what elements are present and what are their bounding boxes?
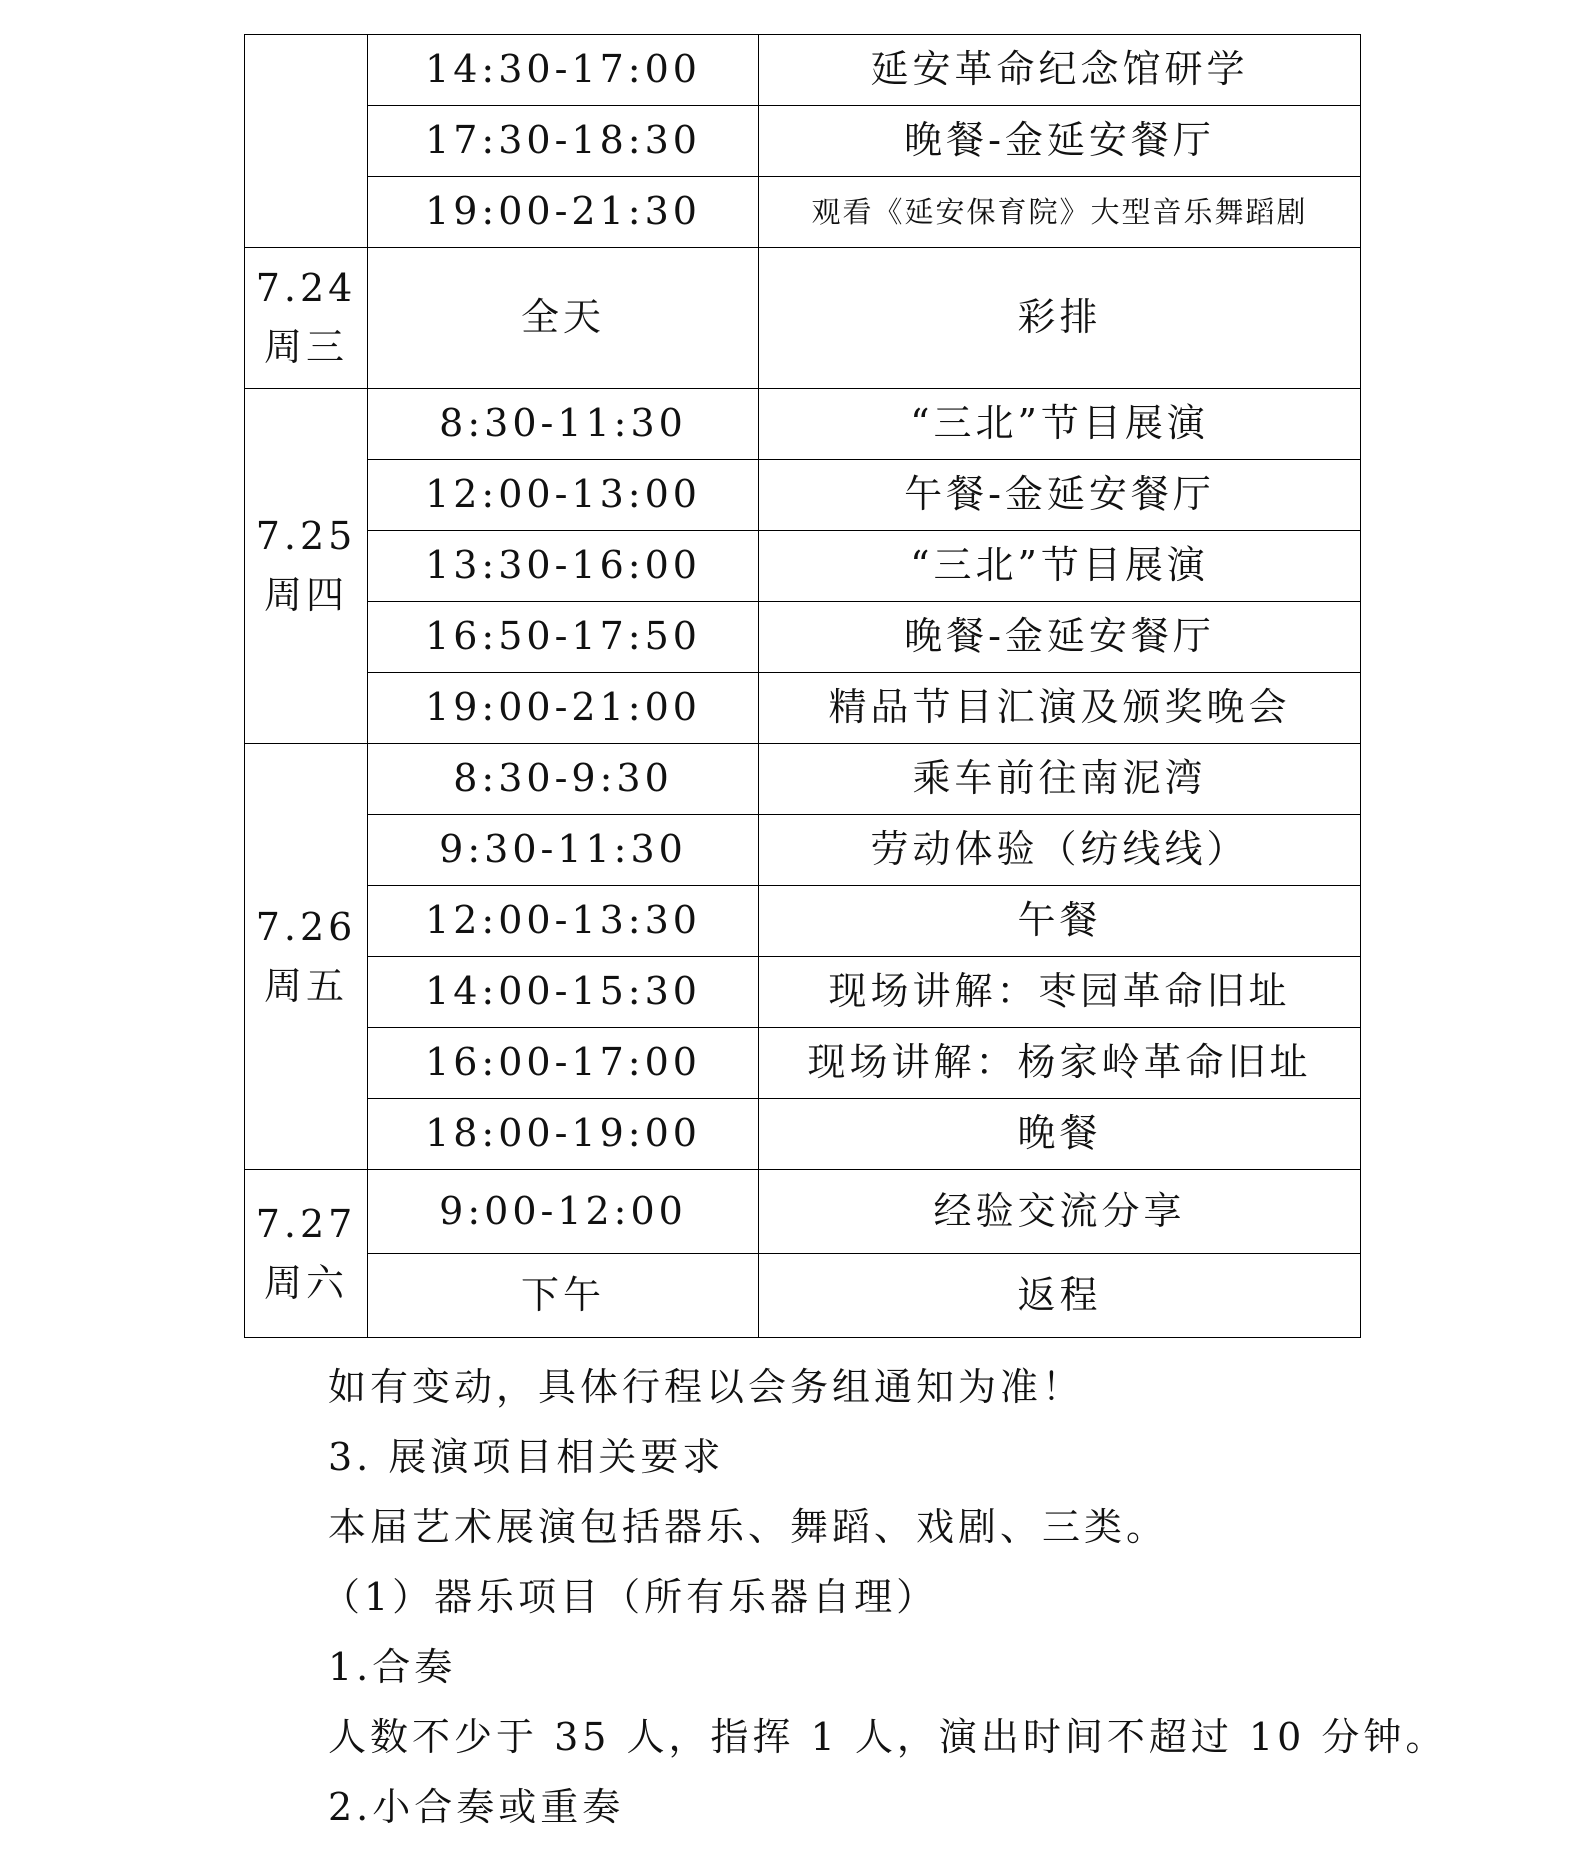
- activity-cell: 现场讲解：枣园革命旧址: [759, 957, 1361, 1028]
- category-heading: （1）器乐项目（所有乐器自理）: [322, 1575, 939, 1619]
- date-cell: [245, 1170, 368, 1338]
- date-cell: [245, 744, 368, 1170]
- activity-cell: 精品节目汇演及颁奖晚会: [759, 673, 1361, 744]
- date-label: 7.27: [255, 1201, 357, 1246]
- change-notice: 如有变动，具体行程以会务组通知为准！: [328, 1365, 1085, 1409]
- table-row: [245, 1099, 1361, 1170]
- item-heading: 2.小合奏或重奏: [328, 1785, 625, 1829]
- table-row: [245, 106, 1361, 177]
- time-cell: 19:00-21:30: [368, 177, 759, 248]
- time-cell: 19:00-21:00: [368, 673, 759, 744]
- time-cell: 16:50-17:50: [368, 602, 759, 673]
- time-cell: 9:00-12:00: [368, 1170, 759, 1254]
- weekday-label: 周四: [263, 573, 348, 617]
- table-row: [245, 673, 1361, 744]
- activity-cell: 经验交流分享: [759, 1170, 1361, 1254]
- time-cell: 12:00-13:00: [368, 460, 759, 531]
- table-row: [245, 744, 1361, 815]
- time-cell: 全天: [368, 248, 759, 389]
- activity-cell: “三北”节目展演: [759, 531, 1361, 602]
- activity-cell: 延安革命纪念馆研学: [759, 35, 1361, 106]
- activity-cell: 午餐-金延安餐厅: [759, 460, 1361, 531]
- table-row: [245, 957, 1361, 1028]
- section-heading: 3. 展演项目相关要求: [328, 1435, 725, 1479]
- time-cell: 8:30-11:30: [368, 389, 759, 460]
- date-cell: [245, 248, 368, 389]
- activity-cell: 彩排: [759, 248, 1361, 389]
- time-cell: 18:00-19:00: [368, 1099, 759, 1170]
- activity-cell: 晚餐: [759, 1099, 1361, 1170]
- table-row: [245, 177, 1361, 248]
- activity-cell: 午餐: [759, 886, 1361, 957]
- table-row: [245, 35, 1361, 106]
- activity-cell: 返程: [759, 1254, 1361, 1338]
- intro-paragraph: 本届艺术展演包括器乐、舞蹈、戏剧、三类。: [328, 1505, 1169, 1549]
- requirement-paragraph: 人数不少于 35 人，指挥 1 人，演出时间不超过 10 分钟。: [328, 1715, 1448, 1759]
- activity-cell: 现场讲解：杨家岭革命旧址: [759, 1028, 1361, 1099]
- activity-cell: “三北”节目展演: [759, 389, 1361, 460]
- activity-cell: 乘车前往南泥湾: [759, 744, 1361, 815]
- date-cell: [245, 389, 368, 744]
- time-cell: 下午: [368, 1254, 759, 1338]
- activity-cell: 晚餐-金延安餐厅: [759, 106, 1361, 177]
- weekday-label: 周三: [263, 325, 348, 369]
- table-row: [245, 531, 1361, 602]
- table-row: [245, 1254, 1361, 1338]
- table-row: [245, 886, 1361, 957]
- table-row: [245, 602, 1361, 673]
- time-cell: 12:00-13:30: [368, 886, 759, 957]
- date-label: 7.24: [255, 266, 357, 311]
- activity-cell: 劳动体验（纺线线）: [759, 815, 1361, 886]
- time-cell: 13:30-16:00: [368, 531, 759, 602]
- date-label: 7.25: [255, 514, 357, 559]
- activity-cell: 晚餐-金延安餐厅: [759, 602, 1361, 673]
- table-row: [245, 389, 1361, 460]
- table-row: [245, 815, 1361, 886]
- time-cell: 17:30-18:30: [368, 106, 759, 177]
- table-row: [245, 1028, 1361, 1099]
- document-notes: [322, 1352, 1448, 1842]
- time-cell: 8:30-9:30: [368, 744, 759, 815]
- weekday-label: 周五: [263, 963, 348, 1008]
- time-cell: 14:00-15:30: [368, 957, 759, 1028]
- item-heading: 1.合奏: [328, 1645, 457, 1689]
- weekday-label: 周六: [263, 1260, 348, 1305]
- date-label: 7.26: [255, 904, 357, 949]
- time-cell: 16:00-17:00: [368, 1028, 759, 1099]
- time-cell: 9:30-11:30: [368, 815, 759, 886]
- table-row: [245, 460, 1361, 531]
- schedule-table: [244, 34, 1361, 1338]
- time-cell: 14:30-17:00: [368, 35, 759, 106]
- table-row: [245, 248, 1361, 389]
- activity-cell: 观看《延安保育院》大型音乐舞蹈剧: [759, 177, 1361, 248]
- table-row: [245, 1170, 1361, 1254]
- date-cell-empty: [245, 35, 368, 248]
